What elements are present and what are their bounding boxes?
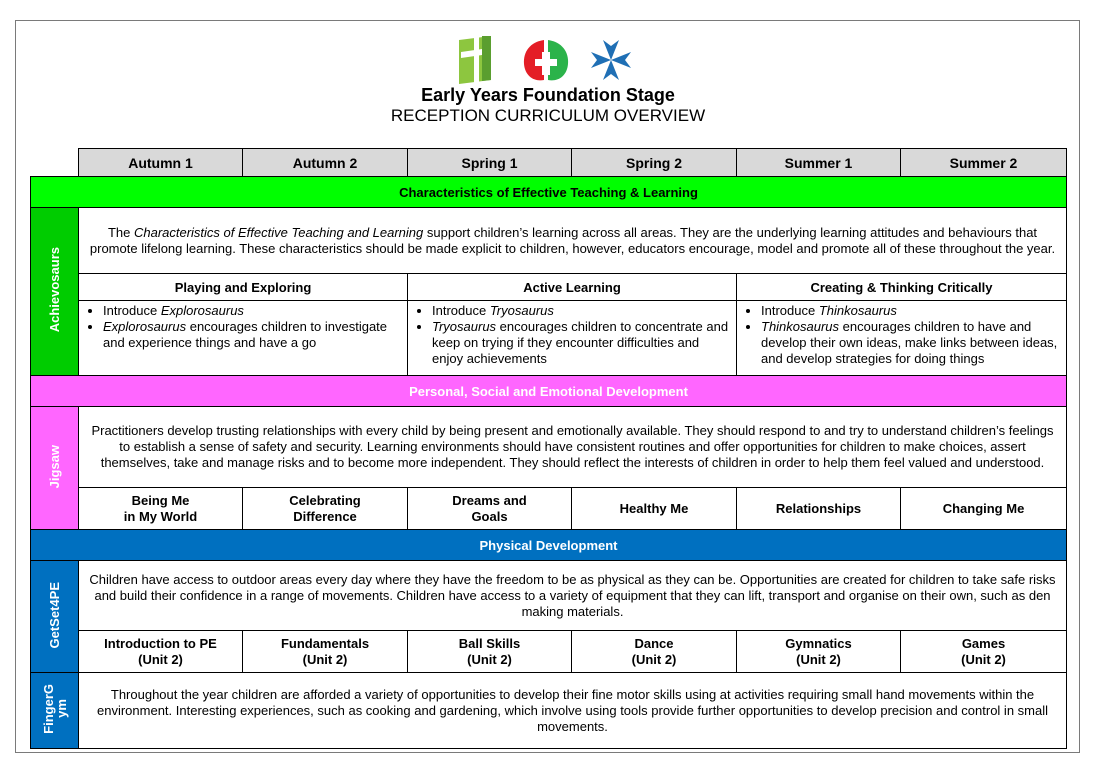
creating-thinking-heading: Creating & Thinking Critically — [737, 274, 1067, 301]
pd-heading: Physical Development — [31, 530, 1067, 561]
blue-maltese-cross-logo-icon — [591, 40, 631, 80]
curriculum-table — [30, 148, 1067, 749]
unit-healthy-me: Healthy Me — [572, 488, 737, 530]
page-subtitle: RECEPTION CURRICULUM OVERVIEW — [390, 106, 706, 125]
psed-intro-row — [31, 407, 1067, 488]
psed-heading: Personal, Social and Emotional Development — [31, 376, 1067, 407]
fingergym-side-label: FingerG ym — [31, 673, 79, 749]
list-item: • Introduce Explorosaurus — [103, 303, 401, 319]
green-cross-logo-icon — [459, 36, 491, 84]
cetl-heading: Characteristics of Effective Teaching & Learning — [31, 177, 1067, 208]
pd-intro-row — [31, 561, 1067, 631]
cetl-subheading-row — [31, 274, 1067, 301]
playing-exploring-list — [79, 301, 408, 376]
term-spring-2: Spring 2 — [572, 149, 737, 177]
list-item: • Thinkosaurus encourages children to have and develop their own ideas, make links between ideas, and develop strategies for doing things — [761, 319, 1060, 367]
psed-band-row — [31, 376, 1067, 407]
jigsaw-side-label: Jigsaw — [31, 407, 79, 530]
fingergym-text: Throughout the year children are afforded a variety of opportunities to develop their fine motor skills using at activities requiring small hand movements within the environment. Interesting experiences, such as cooking and gardening, which involve using tools provide further opportunities to develop precision and control in small movements. — [79, 673, 1067, 749]
pd-units-row — [31, 631, 1067, 673]
unit-being-me: Being Me in My World — [79, 488, 243, 530]
getset4pe-side-label: GetSet4PE — [31, 561, 79, 673]
unit-fundamentals: Fundamentals (Unit 2) — [243, 631, 408, 673]
cetl-intro-text: The Characteristics of Effective Teaching and Learning support children’s learning across all areas. They are the underlying learning attitudes and behaviours that promote lifelong learning. These characteristics should be made explicit to children, however, educators encourage, model and promote all of these throughout the year. — [79, 208, 1067, 274]
unit-dance: Dance (Unit 2) — [572, 631, 737, 673]
creating-thinking-list — [737, 301, 1067, 376]
list-item: • Explorosaurus encourages children to investigate and experience things and have a go — [103, 319, 401, 351]
corner-blank — [31, 149, 79, 177]
term-autumn-2: Autumn 2 — [243, 149, 408, 177]
list-item: • Tryosaurus encourages children to concentrate and keep on trying if they encounter difficulties and enjoy achievements — [432, 319, 730, 367]
list-item: • Introduce Tryosaurus — [432, 303, 730, 319]
term-summer-2: Summer 2 — [901, 149, 1067, 177]
fingergym-row — [31, 673, 1067, 749]
psed-intro-text: Practitioners develop trusting relationships with every child by being present and emotionally available. They should respond to and try to understand children’s feelings to establish a sense of safety and security. Learning environments should have consistent routines and offer opportunities for children to make choices, assert themselves, take and manage risks and to become more independent. They should reflect the interests of children in order to help them feel valued and understood. — [79, 407, 1067, 488]
cetl-band-row — [31, 177, 1067, 208]
school-logos — [456, 36, 636, 84]
page-title: Early Years Foundation Stage — [421, 85, 675, 105]
unit-ball-skills: Ball Skills (Unit 2) — [408, 631, 572, 673]
term-autumn-1: Autumn 1 — [79, 149, 243, 177]
achievosaurs-side-label: Achievosaurs — [31, 208, 79, 376]
psed-units-row — [31, 488, 1067, 530]
list-item: • Introduce Thinkosaurus — [761, 303, 1060, 319]
unit-relationships: Relationships — [737, 488, 901, 530]
red-green-cross-logo-icon — [524, 40, 568, 80]
pd-band-row — [31, 530, 1067, 561]
unit-dreams-goals: Dreams and Goals — [408, 488, 572, 530]
cetl-bullets-row — [31, 301, 1067, 376]
pd-intro-text: Children have access to outdoor areas every day where they have the freedom to be as physical as they can be. Opportunities are created for children to take safe risks and build their confidence in a range of movements. Children have access to a variety of equipment that they can lift, transport and organise on their own, such as den making materials. — [79, 561, 1067, 631]
unit-gymnatics: Gymnatics (Unit 2) — [737, 631, 901, 673]
term-spring-1: Spring 1 — [408, 149, 572, 177]
unit-celebrating-difference: Celebrating Difference — [243, 488, 408, 530]
active-learning-list — [408, 301, 737, 376]
unit-games: Games (Unit 2) — [901, 631, 1067, 673]
term-summer-1: Summer 1 — [737, 149, 901, 177]
cetl-intro-row — [31, 208, 1067, 274]
unit-changing-me: Changing Me — [901, 488, 1067, 530]
unit-intro-pe: Introduction to PE (Unit 2) — [79, 631, 243, 673]
terms-row — [31, 149, 1067, 177]
active-learning-heading: Active Learning — [408, 274, 737, 301]
playing-exploring-heading: Playing and Exploring — [79, 274, 408, 301]
